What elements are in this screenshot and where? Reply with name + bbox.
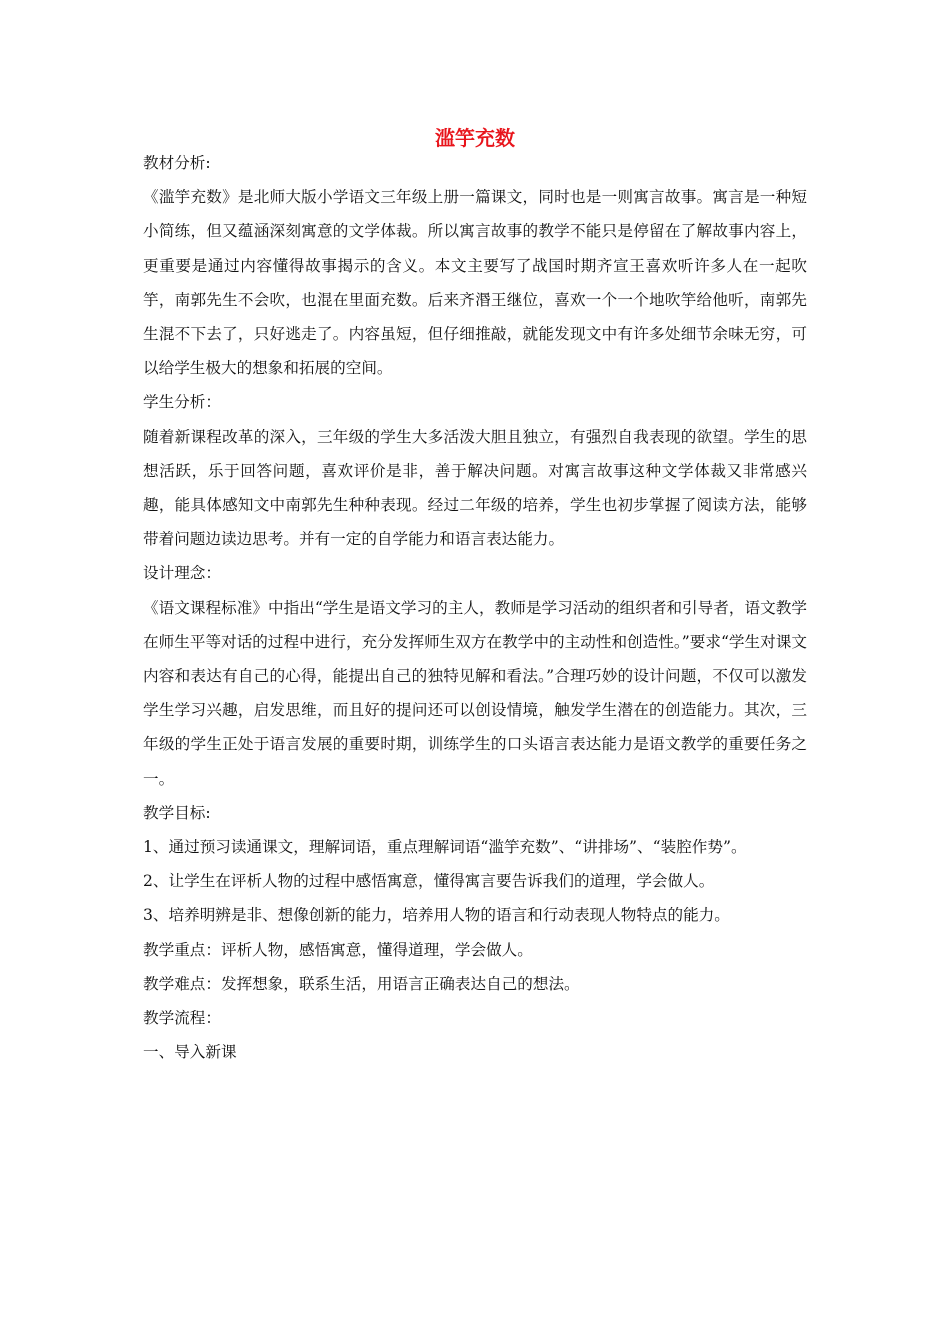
goal-item-2: 2、让学生在评析人物的过程中感悟寓意，懂得寓言要告诉我们的道理，学会做人。 [143, 872, 715, 891]
paragraph-design-concept: 《语文课程标准》中指出“学生是语文学习的主人，教师是学习活动的组织者和引导者，语文教学在师生平等对话的过程中进行，充分发挥师生双方在教学中的主动性和创造性。”要求“学生对课文内容和表达有自己的心得，能提出自己的独特见解和看法。”合理巧妙的设计问题，不仅可以激发学生学习兴趣，启发思维，而且好的提问还可以创设情境，触发学生潜在的创造能力。其次，三年级的学生正处于语言发展的重要时期，训练学生的口头语言表达能力是语文教学的重要任务之一。 [143, 598, 807, 788]
heading-student-analysis: 学生分析： [143, 393, 221, 412]
document-body [143, 146, 807, 1069]
paragraph-student-analysis: 随着新课程改革的深入，三年级的学生大多活泼大胆且独立，有强烈自我表现的欲望。学生的思想活跃，乐于回答问题，喜欢评价是非，善于解决问题。对寓言故事这种文学体裁又非常感兴趣，能具体感知文中南郭先生种种表现。经过二年级的培养，学生也初步掌握了阅读方法，能够带着问题边读边思考。并有一定的自学能力和语言表达能力。 [143, 427, 807, 549]
heading-teaching-process: 教学流程： [143, 1009, 221, 1028]
paragraph-material-analysis: 《滥竽充数》是北师大版小学语文三年级上册一篇课文，同时也是一则寓言故事。寓言是一种短小简练，但又蕴涵深刻寓意的文学体裁。所以寓言故事的教学不能只是停留在了解故事内容上，更重要是通过内容懂得故事揭示的含义。本文主要写了战国时期齐宣王喜欢听许多人在一起吹竽，南郭先生不会吹，也混在里面充数。后来齐湣王继位，喜欢一个一个地吹竽给他听，南郭先生混不下去了，只好逃走了。内容虽短，但仔细推敲，就能发现文中有许多处细节余味无穷，可以给学生极大的想象和拓展的空间。 [143, 188, 807, 378]
goal-item-3: 3、培养明辨是非、想像创新的能力，培养用人物的语言和行动表现人物特点的能力。 [143, 906, 730, 925]
process-step-1: 一、导入新课 [143, 1043, 237, 1062]
teaching-difficulty: 教学难点：发挥想象，联系生活，用语言正确表达自己的想法。 [143, 974, 580, 993]
heading-design-concept: 设计理念： [143, 564, 221, 583]
document-title: 滥竽充数 [435, 126, 515, 150]
heading-teaching-goals: 教学目标: [143, 803, 211, 822]
goal-item-1: 1、通过预习读通课文，理解词语，重点理解词语“滥竽充数”、“讲排场”、“装腔作势”。 [143, 838, 747, 857]
teaching-key-point: 教学重点：评析人物，感悟寓意，懂得道理，学会做人。 [143, 940, 533, 959]
heading-material-analysis: 教材分析: [143, 154, 211, 172]
